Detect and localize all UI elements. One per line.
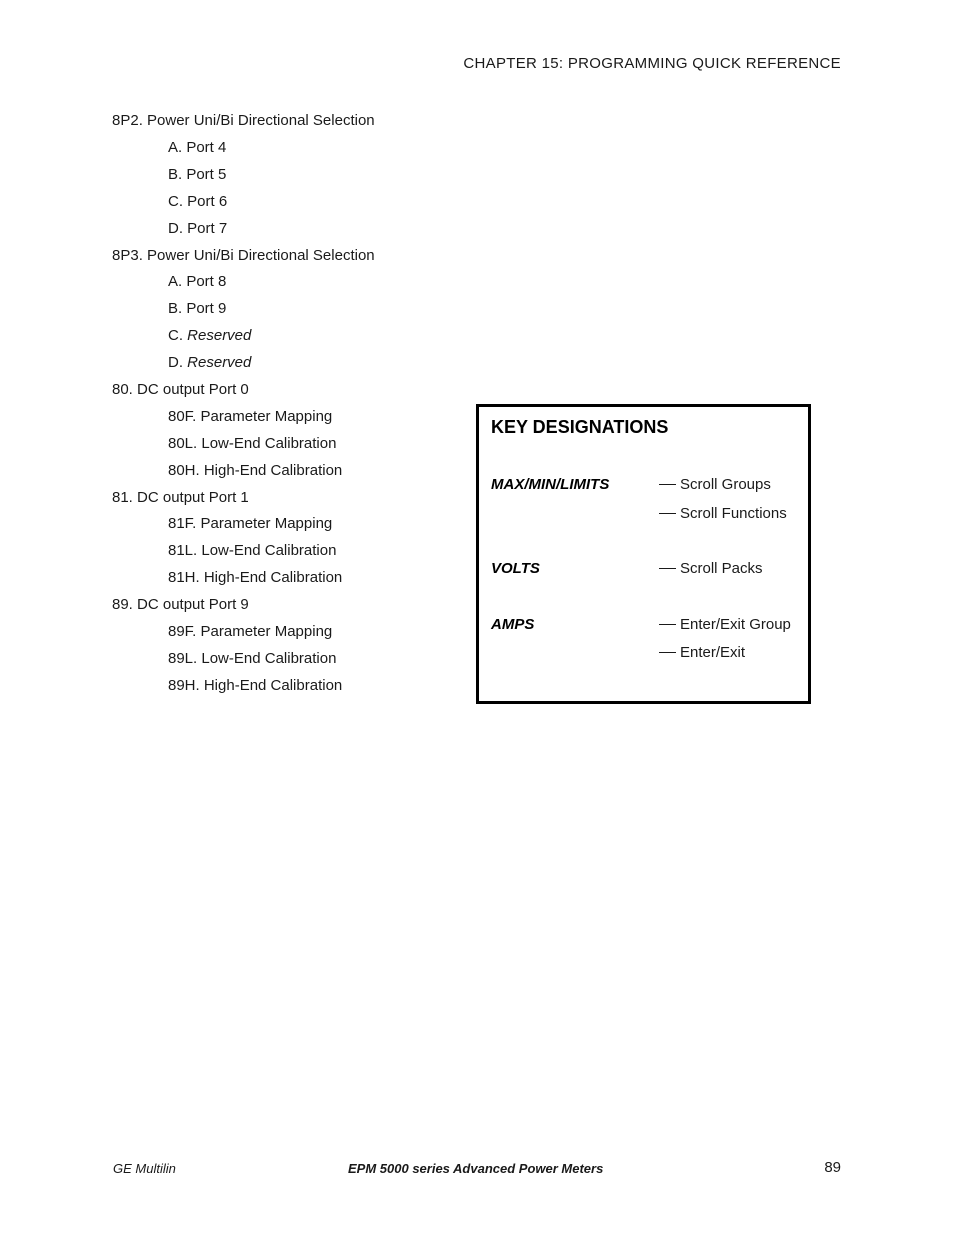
key-name-volts: VOLTS [491, 560, 540, 577]
key-function [659, 505, 787, 522]
outline-item-reserved: Reserved [187, 327, 252, 344]
outline-item: B. Port 9 [168, 300, 227, 317]
outline-item: 89. DC output Port 9 [112, 596, 249, 613]
outline-item: 81L. Low-End Calibration [168, 542, 337, 559]
dash-icon [659, 652, 676, 653]
outline-item-prefix: D. [168, 354, 183, 371]
outline-item: 89H. High-End Calibration [168, 677, 343, 694]
outline-item: 81F. Parameter Mapping [168, 515, 333, 532]
outline-item: 8P2. Power Uni/Bi Directional Selection [112, 112, 375, 129]
dash-icon [659, 484, 676, 485]
outline-item: A. Port 8 [168, 273, 227, 290]
outline-item: 80. DC output Port 0 [112, 381, 249, 398]
outline-item: 80F. Parameter Mapping [168, 408, 333, 425]
key-function-text: Enter/Exit Group [680, 616, 791, 633]
outline-item: B. Port 5 [168, 166, 227, 183]
outline-item: 8P3. Power Uni/Bi Directional Selection [112, 247, 375, 264]
outline-item: C. Port 6 [168, 193, 228, 210]
outline-item: 81H. High-End Calibration [168, 569, 343, 586]
outline-item-prefix: C. [168, 327, 183, 344]
dash-icon [659, 513, 676, 514]
outline-item-reserved: Reserved [187, 354, 252, 371]
key-function-text: Scroll Packs [680, 560, 763, 577]
key-designations-title: KEY DESIGNATIONS [491, 417, 669, 437]
outline-item: 81. DC output Port 1 [112, 489, 249, 506]
key-function [659, 644, 745, 661]
outline-item: D. Port 7 [168, 220, 228, 237]
key-function [659, 616, 791, 633]
key-name-max-min-limits: MAX/MIN/LIMITS [491, 476, 610, 493]
outline-item: 89L. Low-End Calibration [168, 650, 337, 667]
key-function [659, 476, 771, 493]
key-function-text: Scroll Groups [680, 476, 771, 493]
outline-item: 89F. Parameter Mapping [168, 623, 333, 640]
footer-company: GE Multilin [113, 1161, 176, 1176]
key-function [659, 560, 763, 577]
outline-item: 80L. Low-End Calibration [168, 435, 337, 452]
dash-icon [659, 624, 676, 625]
page-number: 89 [824, 1159, 841, 1176]
outline-item: 80H. High-End Calibration [168, 462, 343, 479]
outline-item: A. Port 4 [168, 139, 227, 156]
key-name-amps: AMPS [491, 616, 535, 633]
outline-item [168, 327, 251, 345]
outline-item [168, 354, 251, 372]
footer-product-title: EPM 5000 series Advanced Power Meters [348, 1161, 604, 1176]
key-function-text: Scroll Functions [680, 505, 787, 522]
dash-icon [659, 568, 676, 569]
key-designations-box [476, 404, 811, 704]
chapter-header: CHAPTER 15: PROGRAMMING QUICK REFERENCE [463, 55, 841, 72]
key-function-text: Enter/Exit [680, 644, 746, 661]
